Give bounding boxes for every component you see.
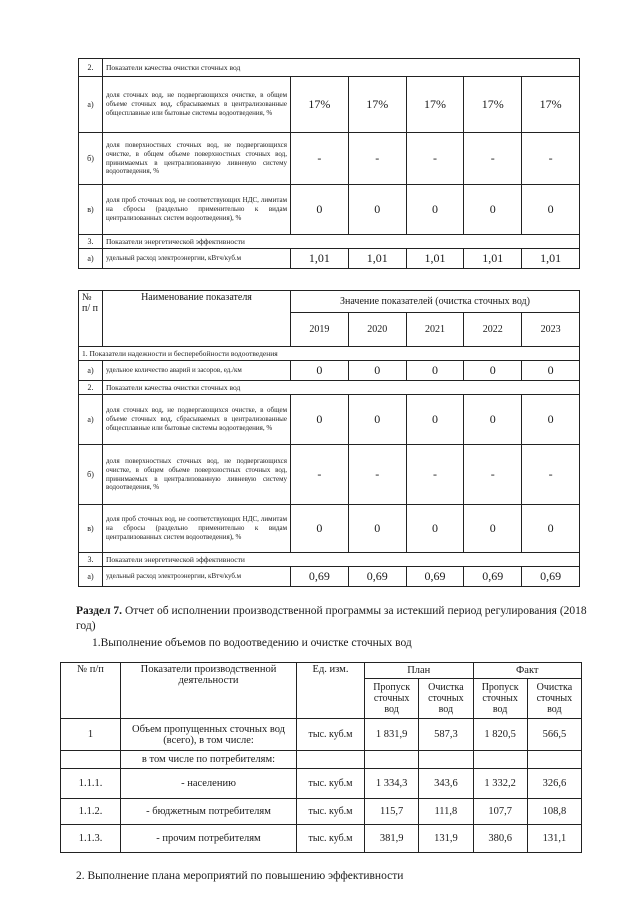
row-number: а) [79, 395, 103, 445]
unit: тыс. куб.м [297, 825, 365, 853]
section-row [79, 553, 580, 567]
header-discharge: Пропуск сточных вод [365, 679, 419, 719]
row-number: 1 [61, 719, 121, 751]
volume-value [527, 751, 581, 769]
row-number: 2. [79, 381, 103, 395]
unit: тыс. куб.м [297, 769, 365, 799]
header-indicator-name: Наименование показателя [103, 291, 291, 347]
table-row [61, 751, 582, 769]
indicator-name: удельное количество аварий и засоров, ед./км [103, 361, 291, 381]
volume-value: 108,8 [527, 799, 581, 825]
row-number: а) [79, 77, 103, 133]
header-plan: План [365, 663, 474, 679]
volume-value: 1 820,5 [473, 719, 527, 751]
table-row [79, 505, 580, 553]
row-number [61, 751, 121, 769]
row-number: б) [79, 133, 103, 185]
volume-value: 1 831,9 [365, 719, 419, 751]
indicator-name: доля сточных вод, не подвергающихся очистке, в общем объеме сточных вод, сбрасываемых в централизованные общесплавные или бытовые системы водоотведения, % [103, 395, 291, 445]
indicator-value: 0 [291, 185, 349, 235]
volume-value [473, 751, 527, 769]
indicator-value: 0 [348, 185, 406, 235]
volume-value: 343,6 [419, 769, 473, 799]
subsection-1-title: 1.Выполнение объемов по водоотведению и очистке сточных вод [92, 637, 412, 649]
indicator-value: - [348, 133, 406, 185]
subsection-2-title: 2. Выполнение плана мероприятий по повышению эффективности [76, 870, 404, 882]
indicator-value: 1,01 [522, 249, 580, 269]
header-treatment: Очистка сточных вод [419, 679, 473, 719]
activity-name: - населению [121, 769, 297, 799]
header-year: 2023 [522, 313, 580, 347]
volume-value [365, 751, 419, 769]
indicator-value: 17% [464, 77, 522, 133]
table-row [61, 825, 582, 853]
row-number: в) [79, 185, 103, 235]
section-row [79, 59, 580, 77]
table-row [79, 249, 580, 269]
indicator-value: 17% [348, 77, 406, 133]
section-7-label: Раздел 7. [76, 605, 123, 617]
volume-value: 566,5 [527, 719, 581, 751]
row-number: б) [79, 445, 103, 505]
indicator-value: 0 [522, 505, 580, 553]
indicator-value: - [522, 445, 580, 505]
indicator-value: 0,69 [464, 567, 522, 587]
indicator-value: - [406, 133, 464, 185]
indicator-value: 0 [291, 361, 349, 381]
indicator-value: 0,69 [522, 567, 580, 587]
activity-name: в том числе по потребителям: [121, 751, 297, 769]
volume-value: 111,8 [419, 799, 473, 825]
indicator-value: 0 [464, 361, 522, 381]
indicator-value: 0 [464, 505, 522, 553]
indicator-value: 0 [348, 505, 406, 553]
indicator-value: - [291, 445, 349, 505]
header-year: 2022 [464, 313, 522, 347]
table-row [61, 799, 582, 825]
indicator-value: 1,01 [348, 249, 406, 269]
section-title: Показатели качества очистки сточных вод [103, 381, 580, 395]
section-row [79, 381, 580, 395]
indicator-value: 0,69 [291, 567, 349, 587]
section-title: 1. Показатели надежности и бесперебойности водоотведения [79, 347, 580, 361]
indicator-value: 0 [406, 395, 464, 445]
indicators-table-2019-2023 [78, 290, 580, 587]
unit: тыс. куб.м [297, 799, 365, 825]
row-number: 1.1.2. [61, 799, 121, 825]
table-row [61, 719, 582, 751]
volume-value: 381,9 [365, 825, 419, 853]
row-number: а) [79, 249, 103, 269]
header-fact: Факт [473, 663, 582, 679]
row-number: 2. [79, 59, 103, 77]
indicator-value: 1,01 [406, 249, 464, 269]
volume-value: 1 334,3 [365, 769, 419, 799]
indicator-name: доля проб сточных вод, не соответствующих НДС, лимитам на сбросы (раздельно применительно к видам централизованных систем водоотведения), % [103, 505, 291, 553]
header-treatment: Очистка сточных вод [527, 679, 581, 719]
volume-value: 107,7 [473, 799, 527, 825]
row-number: 3. [79, 553, 103, 567]
volume-value: 1 332,2 [473, 769, 527, 799]
table-row [79, 133, 580, 185]
row-number: 3. [79, 235, 103, 249]
section-row [79, 235, 580, 249]
indicator-value: - [348, 445, 406, 505]
header-unit: Ед. изм. [297, 663, 365, 719]
volume-value: 115,7 [365, 799, 419, 825]
table-row [79, 395, 580, 445]
indicators-table-continued [78, 58, 580, 269]
indicator-value: 0,69 [406, 567, 464, 587]
indicator-value: 0 [348, 395, 406, 445]
header-activity: Показатели производственной деятельности [121, 663, 297, 719]
indicator-value: 0 [291, 395, 349, 445]
row-number: а) [79, 361, 103, 381]
indicator-value: - [406, 445, 464, 505]
volume-value: 380,6 [473, 825, 527, 853]
volume-value: 326,6 [527, 769, 581, 799]
indicator-name: доля сточных вод, не подвергающихся очистке, в общем объеме сточных вод, сбрасываемых в централизованные общесплавные или бытовые системы водоотведения, % [103, 77, 291, 133]
indicator-name: доля поверхностных сточных вод, не подвергающихся очистке, в общем объеме поверхностных сточных вод, принимаемых в централизованную ливневую систему водоотведения, % [103, 445, 291, 505]
indicator-value: 0,69 [348, 567, 406, 587]
table-row [79, 567, 580, 587]
row-number: 1.1.3. [61, 825, 121, 853]
section-7-title: Отчет об исполнении производственной программы за истекший период регулирования (2018 год) [76, 605, 587, 632]
table-row [79, 185, 580, 235]
indicator-name: доля поверхностных сточных вод, не подвергающихся очистке, в общем объеме поверхностных сточных вод, принимаемых в централизованную ливневую систему водоотведения, % [103, 133, 291, 185]
indicator-value: 0 [406, 185, 464, 235]
activity-name: - прочим потребителям [121, 825, 297, 853]
indicator-value: 1,01 [464, 249, 522, 269]
table-row [61, 769, 582, 799]
indicator-value: 17% [406, 77, 464, 133]
indicator-value: 0 [464, 185, 522, 235]
header-values-group: Значение показателей (очистка сточных вод) [291, 291, 580, 313]
indicator-value: 0 [522, 361, 580, 381]
header-year: 2020 [348, 313, 406, 347]
table-row [79, 445, 580, 505]
indicator-value: 17% [522, 77, 580, 133]
indicator-value: 0 [291, 505, 349, 553]
volume-value: 587,3 [419, 719, 473, 751]
header-num: № п/п [61, 663, 121, 719]
volume-value: 131,9 [419, 825, 473, 853]
indicator-value: 0 [464, 395, 522, 445]
volumes-table [60, 662, 582, 853]
table-row [79, 77, 580, 133]
header-year: 2021 [406, 313, 464, 347]
volume-value [419, 751, 473, 769]
section-row [79, 347, 580, 361]
indicator-value: 0 [522, 185, 580, 235]
indicator-name: доля проб сточных вод, не соответствующих НДС, лимитам на сбросы (раздельно применительно к видам централизованных систем водоотведения), % [103, 185, 291, 235]
indicator-value: - [464, 445, 522, 505]
header-discharge: Пропуск сточных вод [473, 679, 527, 719]
unit [297, 751, 365, 769]
section-title: Показатели энергетической эффективности [103, 235, 580, 249]
header-year: 2019 [291, 313, 349, 347]
indicator-value: - [464, 133, 522, 185]
row-number: в) [79, 505, 103, 553]
indicator-value: 0 [406, 505, 464, 553]
indicator-value: 0 [348, 361, 406, 381]
indicator-name: удельный расход электроэнергии, кВтч/куб.м [103, 249, 291, 269]
volume-value: 131,1 [527, 825, 581, 853]
activity-name: Объем пропущенных сточных вод (всего), в том числе: [121, 719, 297, 751]
section-title: Показатели энергетической эффективности [103, 553, 580, 567]
unit: тыс. куб.м [297, 719, 365, 751]
table-row [79, 361, 580, 381]
header-num: № п/ п [79, 291, 103, 347]
indicator-name: удельный расход электроэнергии, кВтч/куб.м [103, 567, 291, 587]
indicator-value: 17% [291, 77, 349, 133]
indicator-value: 1,01 [291, 249, 349, 269]
row-number: а) [79, 567, 103, 587]
row-number: 1.1.1. [61, 769, 121, 799]
indicator-value: - [291, 133, 349, 185]
indicator-value: - [522, 133, 580, 185]
section-title: Показатели качества очистки сточных вод [103, 59, 580, 77]
activity-name: - бюджетным потребителям [121, 799, 297, 825]
indicator-value: 0 [406, 361, 464, 381]
section-7-heading [76, 604, 596, 634]
indicator-value: 0 [522, 395, 580, 445]
